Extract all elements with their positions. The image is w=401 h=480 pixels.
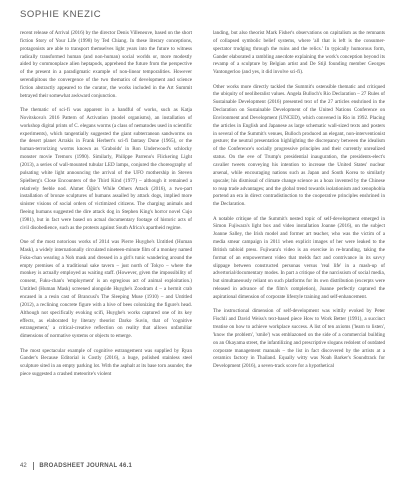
paragraph: A notable critique of the Summit's nested topic of self-development emerged in Simon Fujiwara's light box and video installation Joanne (2016), on the subject Joanne Salley, the Irish model and former art teacher, who was the victim of a media smear campaign in 2011 when explicit images of her were leaked to the British tabloid press. Fujiwara's video is an exercise in re-branding, taking the format of an empowerment video that melds fact and contrivance in its savvy slippage between constructed personas versus 'real life' in a mash-up of advertorial/documentary modes. In part a critique of the narcissism of social media, but simultaneously reliant on such platforms for its own distribution (excerpts were released in advance of the film's completion), Joanne perfectly captured the aspirational dimension of corporate lifestyle training and self-enhancement. <box>213 215 385 300</box>
paragraph: The instructional dimension of self-development was wittily evoked by Peter Fischli and David Weiss's text-based piece How to Work Better (1991), a succinct treatise on how to achieve workplace success. A list of ten axioms ('learn to listen', 'know the problem', 'smile') was emblazoned on the side of a commercial building on an Okayama street, the infantilizing and prescriptive slogans redolent of outdated corporate management manuals – the list in fact discovered by the artists at a ceramics factory in Thailand. Equally witty was Noah Barker's Soundtrack for Development (2016), a seven-track score for a hypothetical <box>213 308 386 370</box>
paragraph: recent release of Arrival (2016) by the director Denis Villeneuve, based on the short fiction Story of Your Life (1998) by Ted Chiang. In these literary conceptions, protagonists are able to transport themselves light years into the future to witness radically transformed human (and non-human) social worlds or, more modestly aided by commonplace alien heptapods, apprehend the future from the perspective of the present in a paradigmatic example of non-linear temporalities. However serendipitous the convergence of the two thematics of development and science fiction abstractly appeared to the curator, the works included in the Art Summit betrayed their somewhat awkward conjunction. <box>20 30 192 99</box>
page-footer <box>20 462 132 470</box>
paragraph: One of the most notorious works of 2014 was Pierre Huyghe's Untitled (Human Mask), a widely internationally circulated nineteen-minute film of a monkey named Fuku-chan wearing a Noh mask and dressed in a girl's tunic wandering around the empty premises of a traditional sake tavern – just north of Tokyo – where the monkey is actually employed as waiting staff. (However, given the impossibility of consent, Fuku-chan's 'employment' is an egregious act of animal exploitation.) Untitled (Human Mask) screened alongside Huyghe's Zoodram 4 – a hermit crab encased in a resin cast of Brancusi's The Sleeping Muse (1910) – and Untitled (2012), a reclining concrete figure with a hive of bees colonizing the figure's head. Although not specifically evoking scifi, Huyghe's works captured one of its key effects, as elaborated by literary theorist Darko Suvin, that of 'cognitive estrangement,' a critical-creative reflection on reality that allows unfamiliar dimensions of normative systems or objects to emerge. <box>20 239 192 340</box>
author-name: SOPHIE KNEZIC <box>20 9 102 20</box>
paragraph: The thematic of sci-fi was apparent in a handful of works, such as Katja Novitskova's 2016 Pattern of Activation (model organisms), an installation of workshop digital prints of C. elegans worms (a class of nematodes used in scientific experiments), which tangentially suggested the giant subterranean sandworms on the desert planet Arrakis in Frank Herbert's sci-fi fantasy Dune (1965), or the human-terrorizing worms known as 'Graboids' in Ron Underwood's schlocky monster movie Tremors (1990). Similarly, Philippe Parreno's Flickering Light (2013), a series of wall-mounted tubular LED lamps, conjured the choreography of pulsating white light announcing the arrival of the UFO mothership in Steven Spielberg's Close Encounters of the Third Kind (1977) – although it remained a relatively feeble nod. Ahmet Öğüt's While Others Attack (2016), a two-part installation of bronze sculptures of humans assailed by attack dogs, implied more sinister visions of social orders of victimized citizens. The charging animals and fleeing humans suggested the dire attack dog in Stephen King's horror novel Cujo (1981), but in fact were based on actual documentary footage of historic acts of civil disobedience, such as the protests against South Africa's apartheid regime. <box>20 107 192 231</box>
paragraph: Other works more directly tackled the Summit's ostensible thematic and critiqued the ubiquity of neoliberalist values. Angela Bulloch's Rio Declaration – 27 Rules of Sustainable Development (2016) presented text of the 27 articles enshrined in the Declaration on Sustainable Development of the United Nations Conference on Environment and Development (UNCED), which convened in Rio in 1992. Placing the articles in English and Japanese as large schematic wall-sized texts and posters in several of the Summit's venues, Bulloch produced an elegant, non-interventionist gesture; the neutral presentation highlighting the discrepancy between the idealism of the Conference's socially progressive principles and their currently unrealized status. On the eve of Trump's presidential inauguration, the presidents-elect's cavalier tweets conveying his intention to increase the United States' nuclear arsenal, while encouraging nations such as Japan and South Korea to similarly upscale; his dismissal of climate change science as a hoax invented by the Chinese to reap trade advantages; and the global trend towards isolationism and xenophobia portend an era in direct contradistinction to the cooperative principles enshrined in the Declaration. <box>213 83 385 208</box>
page-number: 42 <box>20 463 27 469</box>
paragraph: landing, but also theorist Mark Fisher's observations on capitalism as the remnants of collapsed symbolic belief systems, where 'all that is left is the consumer-spectator trudging through the ruins and the relics.' In typically humorous form, Gander elaborated a rambling anecdote explaining the work's conception beyond its revamp of a sculpture by Belgian artist and De Stijl founding member Georges Vantongerloo (and yes, it did involve sci-fi). <box>213 30 385 76</box>
right-column <box>213 30 385 378</box>
left-column <box>20 30 192 385</box>
footer-divider <box>33 462 34 470</box>
publication-name: BROADSHEET JOURNAL 46.1 <box>39 463 133 469</box>
paragraph: The most spectacular example of cognitive estrangement was supplied by Ryan Gander's Because Editorial is Costly (2016), a huge, polished stainless steel sculpture sited in an empty parking lot. With the asphalt at its base torn asunder, the piece suggested a crashed meteorite's violent <box>20 347 192 378</box>
